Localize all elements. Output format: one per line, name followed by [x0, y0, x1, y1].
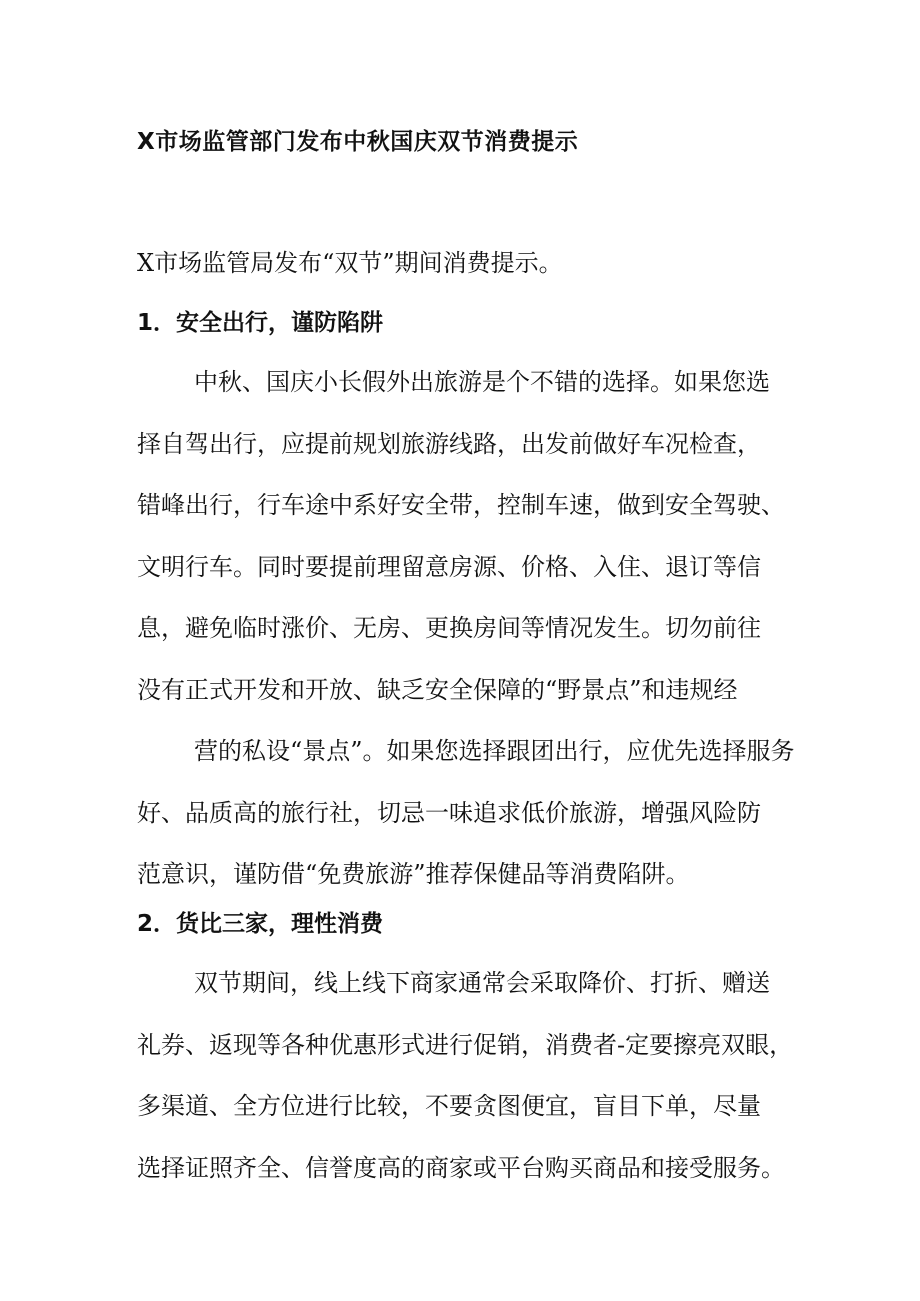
section-heading-2: 2．货比三家，理性消费 [137, 911, 384, 937]
paragraph-line: 中秋、国庆小长假外出旅游是个不错的选择。如果您选 [194, 368, 770, 396]
paragraph-line: 双节期间，线上线下商家通常会采取降价、打折、赠送 [194, 969, 770, 997]
intro-paragraph: X市场监管局发布“双节”期间消费提示。 [137, 249, 563, 277]
section-heading-1: 1．安全出行，谨防陷阱 [137, 310, 384, 336]
paragraph-line: 文明行车。同时要提前理留意房源、价格、入住、退订等信 [137, 552, 761, 581]
section-1-paragraph [137, 362, 857, 916]
paragraph-line: 选择证照齐全、信誉度高的商家或平台购买商品和接受服务。 [137, 1153, 785, 1182]
paragraph-line: 多渠道、全方位进行比较，不要贪图便宜，盲目下单，尽量 [137, 1092, 761, 1120]
paragraph-line: 择自驾出行，应提前规划旅游线路，出发前做好车况检查， [137, 429, 761, 458]
section-2-paragraph [137, 963, 857, 1209]
paragraph-line: 营的私设“景点”。如果您选择跟团出行，应优先选择服务 [194, 737, 795, 765]
paragraph-line: 息，避免临时涨价、无房、更换房间等情况发生。切勿前往 [137, 614, 761, 642]
paragraph-line: 没有正式开发和开放、缺乏安全保障的“野景点”和违规经 [137, 675, 738, 704]
paragraph-line: 好、品质高的旅行社，切忌一味追求低价旅游，增强风险防 [137, 798, 761, 827]
paragraph-line: 礼券、返现等各种优惠形式进行促销，消费者-定要擦亮双眼， [137, 1030, 794, 1059]
document-title: X市场监管部门发布中秋国庆双节消费提示 [137, 129, 579, 155]
paragraph-line: 范意识，谨防借“免费旅游”推荐保健品等消费陷阱。 [137, 860, 690, 888]
paragraph-line: 错峰出行，行车途中系好安全带，控制车速，做到安全驾驶、 [137, 491, 785, 519]
